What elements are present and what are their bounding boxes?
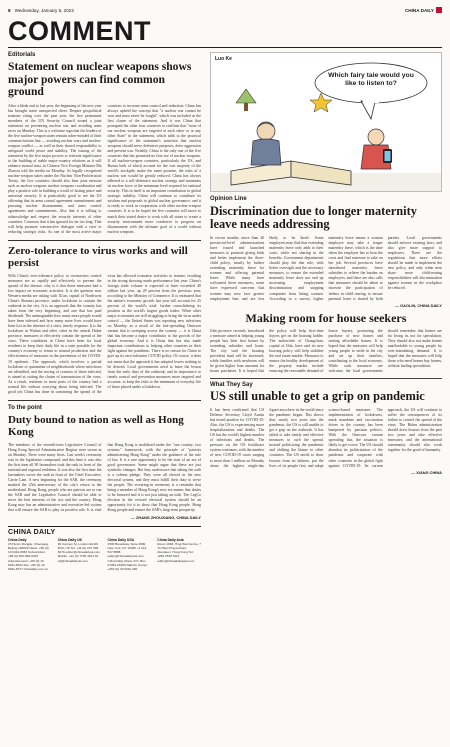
divider: [8, 400, 201, 401]
masthead-lines: 15 Huixin Dongjie, Chaoyang, Beijing 100029 News: +86 (0) 10 6491-8366 Subscription: +86 (0) 400-699-0203 Advertisement: +86 (0) 10 6491-8631 Fax: +86 (0) 10 6491-8377 chinadaily.com.cn: [8, 541, 49, 571]
masthead-lines: 90 Cannon St, London EC4N 6HA, UK Tel: +44 (0) 207 398 8270 editor@chinadailyuk.com Mobile: +44 (0) 7799 4421 91 cd@chinadailyuk.com: [57, 541, 101, 563]
issue-date: Wednesday, January 5, 2022: [14, 7, 74, 13]
masthead-label: China Daily UK: [57, 537, 83, 542]
masthead-title: CHINA DAILY: [8, 528, 56, 536]
editorial-cartoon: [210, 52, 442, 192]
divider: [210, 378, 442, 379]
editorial-body-virus: With China's zero-tolerance policy to coronavirus control measures are so rapidly and effectively to prevent the spread of the disease, why is it that these measures had a low impact on economic activities. It is the question now Western media are asking with Xi'an, capital of Northwest China's Shaanxi province, under lockdown to contain the outbreak in the city. It is an approach that the country has taken from the very beginning, and one that has paid dividends. The unimaginable how many more people would have been infected and how many more lives would have been lost in the absence of a strict, timely response. It is the lockdown in Wuhan and other cities in the central Hubei province, measures to effectively contain the spread of the virus. These conditions in China have been for local residents to keep their daily life in a state possible for the country's economy to return to normal production and the effectiveness of measures in the prevention of the COVID-19 epidemic. The approach, which involves a partial lockdown or quarantine of neighborhoods where infections are identified, and the tracing of contacts of those infected, is aimed at cutting the chains of transmission of the virus. As a result, residents in most parts of the country had a normal life without worrying about being infected. The good job China has done in containing the spread of the virus has allowed economic activities to resume, resulting in the strong showing made performance last year. China's foreign trade volume is expected to have exceeded 40 trillion last year, up 20 percent from the previous year, according to the Ministry of Commerce. It is estimated that the nation's economic growth last year will account for 25 percent of the world's total, further consolidating its position as the world's largest goods trader. When other major economies are still struggling to bring the virus under control — the United States was reporting new infections on Monday, as a result of the fast-spreading Omicron variant that is sweeping across the country — it is China that has become a major contributor to the growth of the global economy. And it is China that has also made important contributions to helping other countries in their fight against the pandemic. There is no reason for China to give up its zero-tolerance COVID policy. Of course, it does not mean that the approach it has adopted leaves nothing to be desired. Local governments need to learn the lesson from the early days of the outbreak, and its importance to timely control and prevention measures more targeted and accurate, to keep the risks to the minimum of everyday life of those placed under a lockdown.: [8, 273, 201, 394]
editorial-body-hongkong: The members of the seventh-term Legislative Council of Hong Kong Special Administrative Region were sworn in on Monday. There were many firsts. Last week's ceremony was in the legislature compound, and this time it was also the first time all 90 lawmakers took the oath in front of the national and regional emblems. It was also the first time the lawmakers swore the oath in front of the Chief Executive, Carrie Lam. A new beginning for the SAR, the ceremony marked the 25th anniversary of the city's return to the motherland. Hong Kong, people who are patriots are to run the SAR and the Legislative Council should be able to serve the best interests of the city and the country. Hong Kong now has an administrative and executive-led system that will ensure the SAR to play its positive role. It is vital that Hong Kong is mobilized under the "one country, two systems" framework, with the principle of "patriots administering Hong Kong" under the guidance of the rule of law. It is a rare opportunity to be the start of an era of good governance. Some might argue that these are just symbolic changes. But they underscore that taking the oath is a solemn pledge. They were all elected in the new electoral system, and they must fulfill their duty to serve the people. The swearing-in ceremony is a reminder that being a member of Hong Kong's new era means that duties to be honored and it is not just taking an oath. The LegCo election in the revised electoral system should be an opportunity for it to show that Hong Kong people. Hong Kong people and ensure the SAR's long-term prosperity.: [8, 442, 201, 513]
masthead-lines: Room 1818, Hing Wai Centre, 7 Tin Wan Praya Road, Aberdeen, Hong Kong Tel: +852 2518 5111 editor@chinadailyasia.com: [157, 541, 201, 563]
masthead-lines: 1500 Broadway, Suite 2800, New York, NY 10036 +1 212 537 8888 editor@chinadailyusa.com China Daily Africa: P.O. Box 27281-00100 Nairobi, Kenya +254 (0) 20 6922 300: [107, 541, 147, 571]
editorial-body-nuclear: After a bleak end to last year, the beginning of the new year has brought some unexpected cheer. Despite geopolitical tensions rising over the past year, the five permanent members of the UN Security Council issued a joint statement on preventing nuclear war and avoiding arms races on Monday. This is a welcome sign that the leaders of the five nuclear-weapon states remain sober-minded of their common bottom line — avoiding nuclear wars and nuclear-weapon conflict — as well as their shared responsibility to safeguard world peace and stability. The issuing of the statement by the five major powers to reiterate significance to the building of stable major-country relations as it will enhance mutual trust, as Chinese Vice Foreign Minister Ma Zhaoxu told the media on Monday. As legally recognized nuclear-weapon states under the Nuclear Non-Proliferation Treaty, the five countries should also bear joint mission such as nuclear weapons nuclear weapons coordination and play a positive role in building a world of lasting peace and universal security. It is particularly good to see the US affirming that its arms control agreement commitments and pursuing nuclear disarmament, and arms control agreements and commitments. Also that it is willing to acknowledge and respect the security interests of other countries. Concerns that it has ignored for far too long. That will help promote constructive dialogue with a view to reducing strategic risks. As one of the most active major countries to increase arms control and reduction, China has always upheld the concept that "a nuclear war cannot be won and must never be fought", which was included as the first clause of the statement. And it was China that prompted the other four countries to reaffirm that "none of our nuclear weapons are targeted at each other or at any other State" in the statement, which adds to the practical significance of the statement's assertion that nuclear weapons should serve defensive purposes, deter aggression and prevent war. Notably, China is the only one of the five countries that has promised no first use of nuclear weapons. If all nuclear-weapon countries, particularly the US, and Russia both of which account for the vast majority of the world's stockpile, make the same promise, the risks of a nuclear war would be greatly reduced. China has always adhered to a self-defensive nuclear strategy and maintains its nuclear force at the minimum level required for national security. This in itself is an important contribution to global strategic stability. China will continue to contribute its wisdom and proposals to global nuclear governance, and it is ready to work in cooperation with other nuclear-weapon countries. It is to be hoped the five countries will move to match their stated desire to work with all states to create a security environment more conducive to progress on disarmament with the ultimate goal of a world without nuclear weapons.: [8, 103, 201, 234]
opinion-body-us: It has been confirmed that US Defense Secretary Lloyd Austin has tested positive for COVID-19. Also, the US is experiencing more hospitalizations and deaths. The US has the world's highest number of infections and deaths. The pressure on the US healthcare system continues, with the number of new COVID-19 cases surging to more than 1 million on Monday alone, the highest single-day figure anywhere in the world since the pandemic began. This shows that, nearly two years into the pandemic, the US is still unable to get a grip on the outbreak. It has failed to take timely and effective measures to curb the spread, instead politicizing the pandemic and shifting the blame to other countries. The US needs to draw lessons from its failures, put the lives of its people first, and adopt science-based measures. The implementation of lockdowns, mask mandates and vaccination drives in the country has been hampered by partisan politics. With the Omicron variant spreading fast, the situation is likely to get worse. The US should abandon its politicization of the pandemic and cooperate with other countries in the global fight against COVID-19. Its current approach, the US will continue to suffer the consequences of its failure to control the spread of the virus. The Biden administration should draw lessons from the past two years and take effective measures, and the international community should also work together for the good of humanity.: [210, 408, 442, 468]
page-header: [8, 5, 442, 15]
masthead-col: [108, 538, 152, 572]
masthead-col: [157, 538, 201, 572]
editorials-kicker: Editorials: [8, 52, 36, 58]
paper-name: CHINA DAILY: [404, 7, 434, 13]
masthead-col: [58, 538, 102, 572]
opinion-byline: — XIANG CHINA: [411, 469, 442, 475]
china-daily-logo-icon: [436, 7, 442, 13]
to-the-point-kicker: To the point: [8, 404, 42, 411]
section-title: COMMENT: [8, 16, 151, 46]
cartoonist-credit: Luo Ke: [215, 56, 232, 62]
opinion-headline-maternity: Discrimination due to longer maternity leave needs addressing: [210, 204, 417, 231]
what-they-say-kicker: What They Say: [210, 382, 253, 389]
masthead-label: China Daily USA: [107, 537, 135, 542]
opinion-byline: — GAOLIN, CHINA DAILY: [395, 302, 442, 308]
right-column: [210, 52, 442, 475]
header-rule: [8, 47, 442, 48]
masthead-label: China Daily Asia: [157, 537, 184, 542]
masthead-label: China Daily: [8, 537, 27, 542]
editorial-headline-nuclear: Statement on nuclear weapons shows major powers can find common ground: [8, 60, 192, 98]
opinion-headline-us: US still unable to get a grip on pandemic: [210, 389, 425, 404]
opinion-body-maternity: In recent months, more than 20 provincial-level administrations have issued and launched measures to promote giving birth and better implement the three-child policy, mostly by further extending maternity leave for women and offering parental leave. While many have welcomed these measures, some have expressed concerns that women may now face greater employment bias and are less likely to be hired. Some employers may find that extending maternity leave only adds to their costs, while not sharing in the benefits. Government departments should play the due role, with better oversight and the necessary measures, to ensure the extended maternity leave does not end up increasing employment discrimination and stopping companies from hiring women. According to a survey, higher maternity leave means a woman employee may take a longer maternity leave, which is the time when the employer has to bear the costs and find someone to take on her job. Several provinces have introduced maternity leave subsidies to relieve the burden on employers, and there are also calls that measures should be taken to increase the participation of fathers in child rearing, to ensure parental leave is shared by both parents. Local governments should enforce existing laws, and also give more support to employers. There are the regulations that more efforts should be made to implement the new policy, and only when men share more child-rearing responsibilities will discrimination against women in the workplace be reduced.: [210, 236, 442, 301]
opinion-headline-housing: Making room for house seekers: [245, 310, 407, 325]
masthead: [8, 526, 201, 572]
editorial-headline-virus: Zero-tolerance to virus works and will persist: [8, 244, 188, 269]
masthead-contacts: [8, 538, 201, 572]
opinion-body-housing: Jilin province recently introduced a measure aimed at helping young people buy their first homes by extending subsidies and loans. The city said the housing provident fund will be increased, while families with newborns will be given higher loan amounts for house purchases. It is hoped that the policy will help first-time buyers get on the housing ladder. The authorities of Changchun, capital of Jilin, have said its new housing policy will help stabilize the real estate market. Measures to ensure the healthy development of the property market include ensuring the reasonable demand of house buyers, promoting the purchase of new homes and renting affordable homes. It is hoped that the measures will help young people to settle in the city and set up their families, contributing to the local economy. While such measures are welcome, the local governments should remember that homes are for living in, not for speculation. They should also not make homes unaffordable to young people by over-stimulating demand. It is hoped that the measures will help those who need homes buy homes, without fueling speculation.: [210, 328, 442, 373]
editorial-byline: — ZHANG ZHOUXIANG, CHINA DAILY: [131, 514, 201, 520]
opinion-line-kicker: Opinion Line: [210, 196, 247, 202]
speech-bubble: Which fairy tale would you like to listen to?: [328, 72, 414, 87]
left-column: [8, 52, 201, 571]
masthead-col: [8, 538, 52, 572]
divider: [8, 240, 201, 241]
page-number: 8: [8, 7, 11, 13]
editorial-headline-hongkong: Duty bound to nation as well as Hong Kong: [8, 413, 184, 438]
